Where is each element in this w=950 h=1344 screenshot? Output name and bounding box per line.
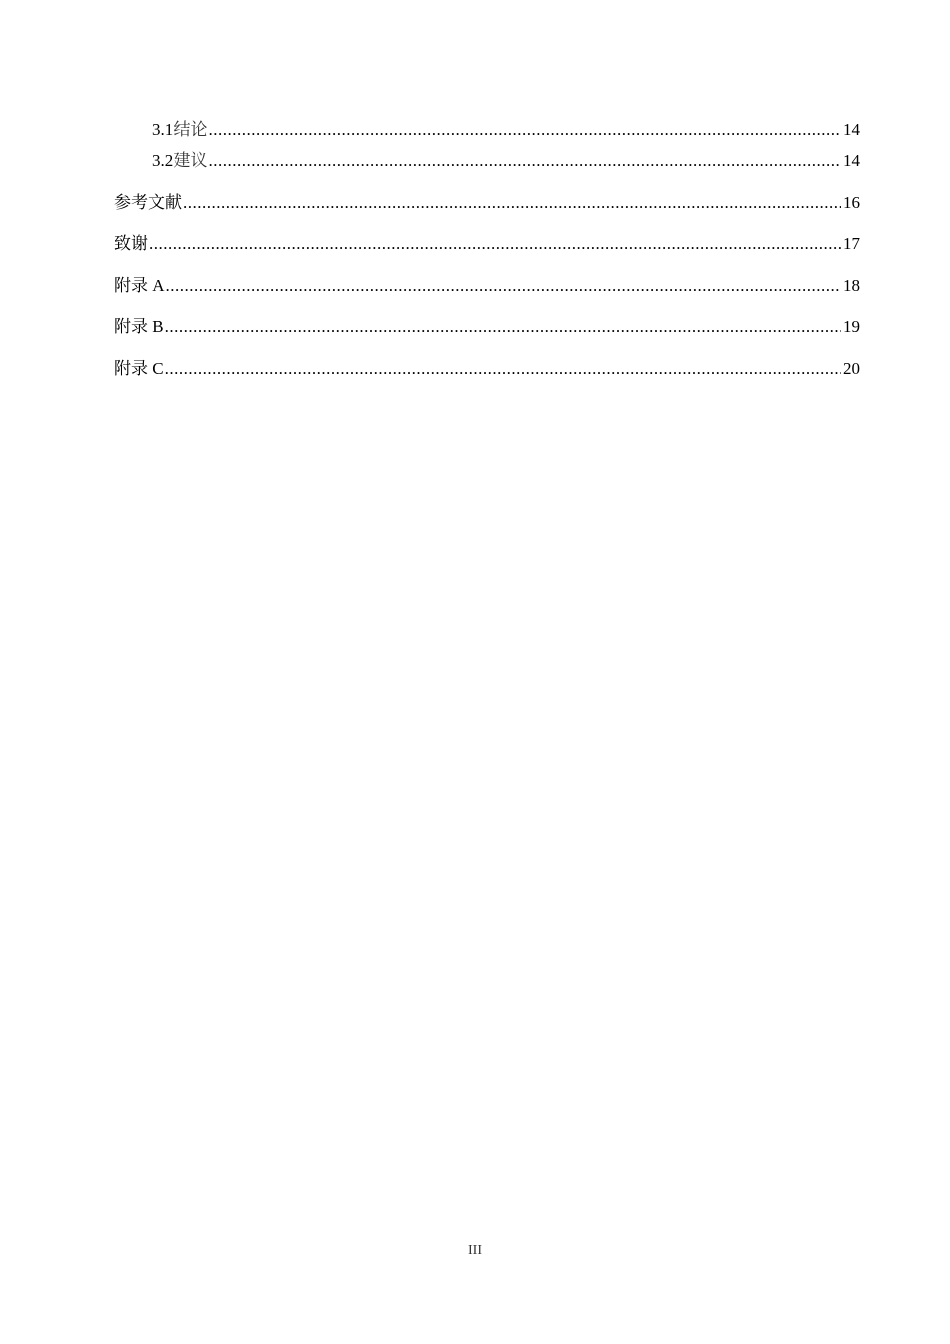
toc-entry-page: 20 — [843, 359, 860, 378]
toc-entry-references[interactable] — [114, 192, 860, 214]
toc-entry-page: 18 — [843, 276, 860, 295]
toc-entry-title: 附录 A — [114, 276, 165, 295]
toc-entry-page: 17 — [843, 234, 860, 253]
toc-dot-leader — [166, 275, 841, 297]
toc-entry-page: 14 — [843, 120, 860, 139]
toc-entry-title: 附录 B — [114, 317, 164, 336]
toc-dot-leader — [183, 192, 841, 214]
page-number: III — [468, 1243, 482, 1258]
toc-entry-page: 16 — [843, 193, 860, 212]
toc-entry-appendix-a[interactable] — [114, 275, 860, 297]
toc-entry-title: 致谢 — [114, 234, 148, 253]
toc-entry-number: 3.2 — [152, 151, 174, 170]
toc-entry-title: 参考文献 — [114, 193, 182, 212]
toc-entry-page: 14 — [843, 151, 860, 170]
toc-dot-leader — [165, 358, 841, 380]
toc-entry-title: 建议 — [173, 151, 208, 170]
toc-entry-appendix-b[interactable] — [114, 316, 860, 338]
toc-entry-acknowledgements[interactable] — [114, 233, 860, 255]
toc-entry-number: 3.1 — [152, 120, 174, 139]
toc-entry-3-1[interactable] — [152, 119, 860, 141]
toc-dot-leader — [149, 233, 841, 255]
toc-entry-3-2[interactable] — [152, 150, 860, 172]
toc-entry-page: 19 — [843, 317, 860, 336]
toc-dot-leader — [209, 119, 841, 141]
toc-entry-title: 附录 C — [114, 359, 164, 378]
toc-dot-leader — [165, 316, 841, 338]
toc-entry-appendix-c[interactable] — [114, 358, 860, 380]
toc-dot-leader — [209, 150, 841, 172]
toc-entry-title: 结论 — [173, 120, 208, 139]
